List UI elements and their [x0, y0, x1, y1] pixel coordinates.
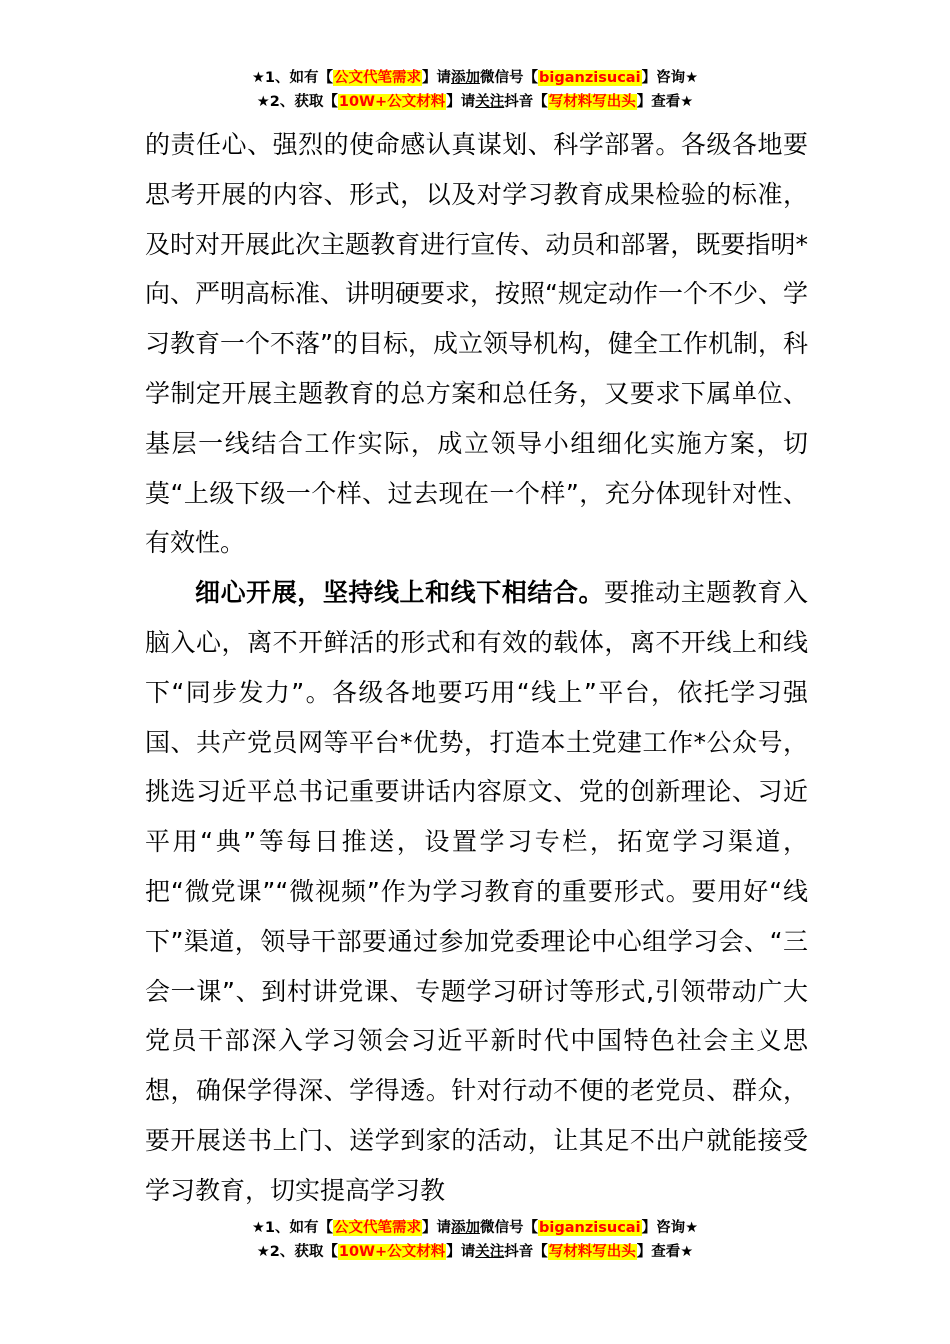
- banner-text: 】咨询★: [641, 1220, 699, 1236]
- banner-highlight: 公文代笔需求: [334, 70, 422, 86]
- banner-douyin-id: 写材料写出头: [548, 1244, 636, 1260]
- paragraph-2-text: 要推动主题教育入脑入心，离不开鲜活的形式和有效的载体，离不开线上和线下“同步发力”。各级各地要巧用“线上”平台，依托学习强国、共产党员网等平台*优势，打造本土党建工作*公众号，挑选习近平总书记重要讲话内容原文、党的创新理论、习近平用“典”等每日推送，设置学习专栏，拓宽学习渠道，把“微党课”“微视频”作为学习教育的重要形式。要用好“线下”渠道，领导干部要通过参加党委理论中心组学习会、“三会一课”、到村讲党课、专题学习研讨等形式,引领带动广大党员干部深入学习领会习近平新时代中国特色社会主义思想，确保学得深、学得透。针对行动不便的老党员、群众，要开展送书上门、送学到家的活动，让其足不出户就能接受学习教育，切实提高学习教: [145, 578, 808, 1205]
- banner-text: 】请: [422, 70, 452, 86]
- banner-line-2: [0, 1240, 950, 1264]
- document-body: [145, 120, 808, 1216]
- banner-line-1: [0, 66, 950, 90]
- paragraph-1: 的责任心、强烈的使命感认真谋划、科学部署。各级各地要思考开展的内容、形式，以及对学习教育成果检验的标准，及时对开展此次主题教育进行宣传、动员和部署，既要指明*向、严明高标准、讲明硬要求，按照“规定动作一个不少、学习教育一个不落”的目标，成立领导机构，健全工作机制，科学制定开展主题教育的总方案和总任务，又要求下属单位、基层一线结合工作实际，成立领导小组细化实施方案，切莫“上级下级一个样、过去现在一个样”，充分体现针对性、有效性。: [145, 130, 808, 558]
- banner-text: 微信号【: [480, 70, 539, 86]
- banner-text: 】查看★: [636, 1244, 694, 1260]
- banner-text: 】请: [446, 1244, 476, 1260]
- paragraph-heading: 细心开展，坚持线上和线下相结合。: [195, 578, 605, 608]
- banner-text: ★2、获取【: [256, 1244, 338, 1260]
- banner-highlight: 10W+公文材料: [338, 1244, 446, 1260]
- banner-highlight: 10W+公文材料: [338, 94, 446, 110]
- banner-underline: 添加: [451, 1220, 481, 1236]
- banner-wechat-id: biganzisucai: [539, 1220, 641, 1236]
- paragraph-2: [145, 568, 808, 1215]
- banner-text: 】查看★: [636, 94, 694, 110]
- banner-text: 】咨询★: [641, 70, 699, 86]
- banner-douyin-id: 写材料写出头: [548, 94, 636, 110]
- banner-text: ★1、如有【: [251, 1220, 334, 1236]
- banner-text: ★1、如有【: [251, 70, 334, 86]
- banner-underline: 关注: [475, 1244, 505, 1260]
- banner-line-1: [0, 1216, 950, 1240]
- banner-underline: 添加: [451, 70, 481, 86]
- banner-text: 】请: [422, 1220, 452, 1236]
- banner-text: 】请: [446, 94, 476, 110]
- header-banner: [0, 66, 950, 114]
- banner-highlight: 公文代笔需求: [334, 1220, 422, 1236]
- banner-line-2: [0, 90, 950, 114]
- banner-text: 微信号【: [480, 1220, 539, 1236]
- banner-text: ★2、获取【: [256, 94, 338, 110]
- banner-text: 抖音【: [504, 94, 548, 110]
- banner-text: 抖音【: [504, 1244, 548, 1260]
- banner-underline: 关注: [475, 94, 505, 110]
- footer-banner: [0, 1216, 950, 1264]
- banner-wechat-id: biganzisucai: [539, 70, 641, 86]
